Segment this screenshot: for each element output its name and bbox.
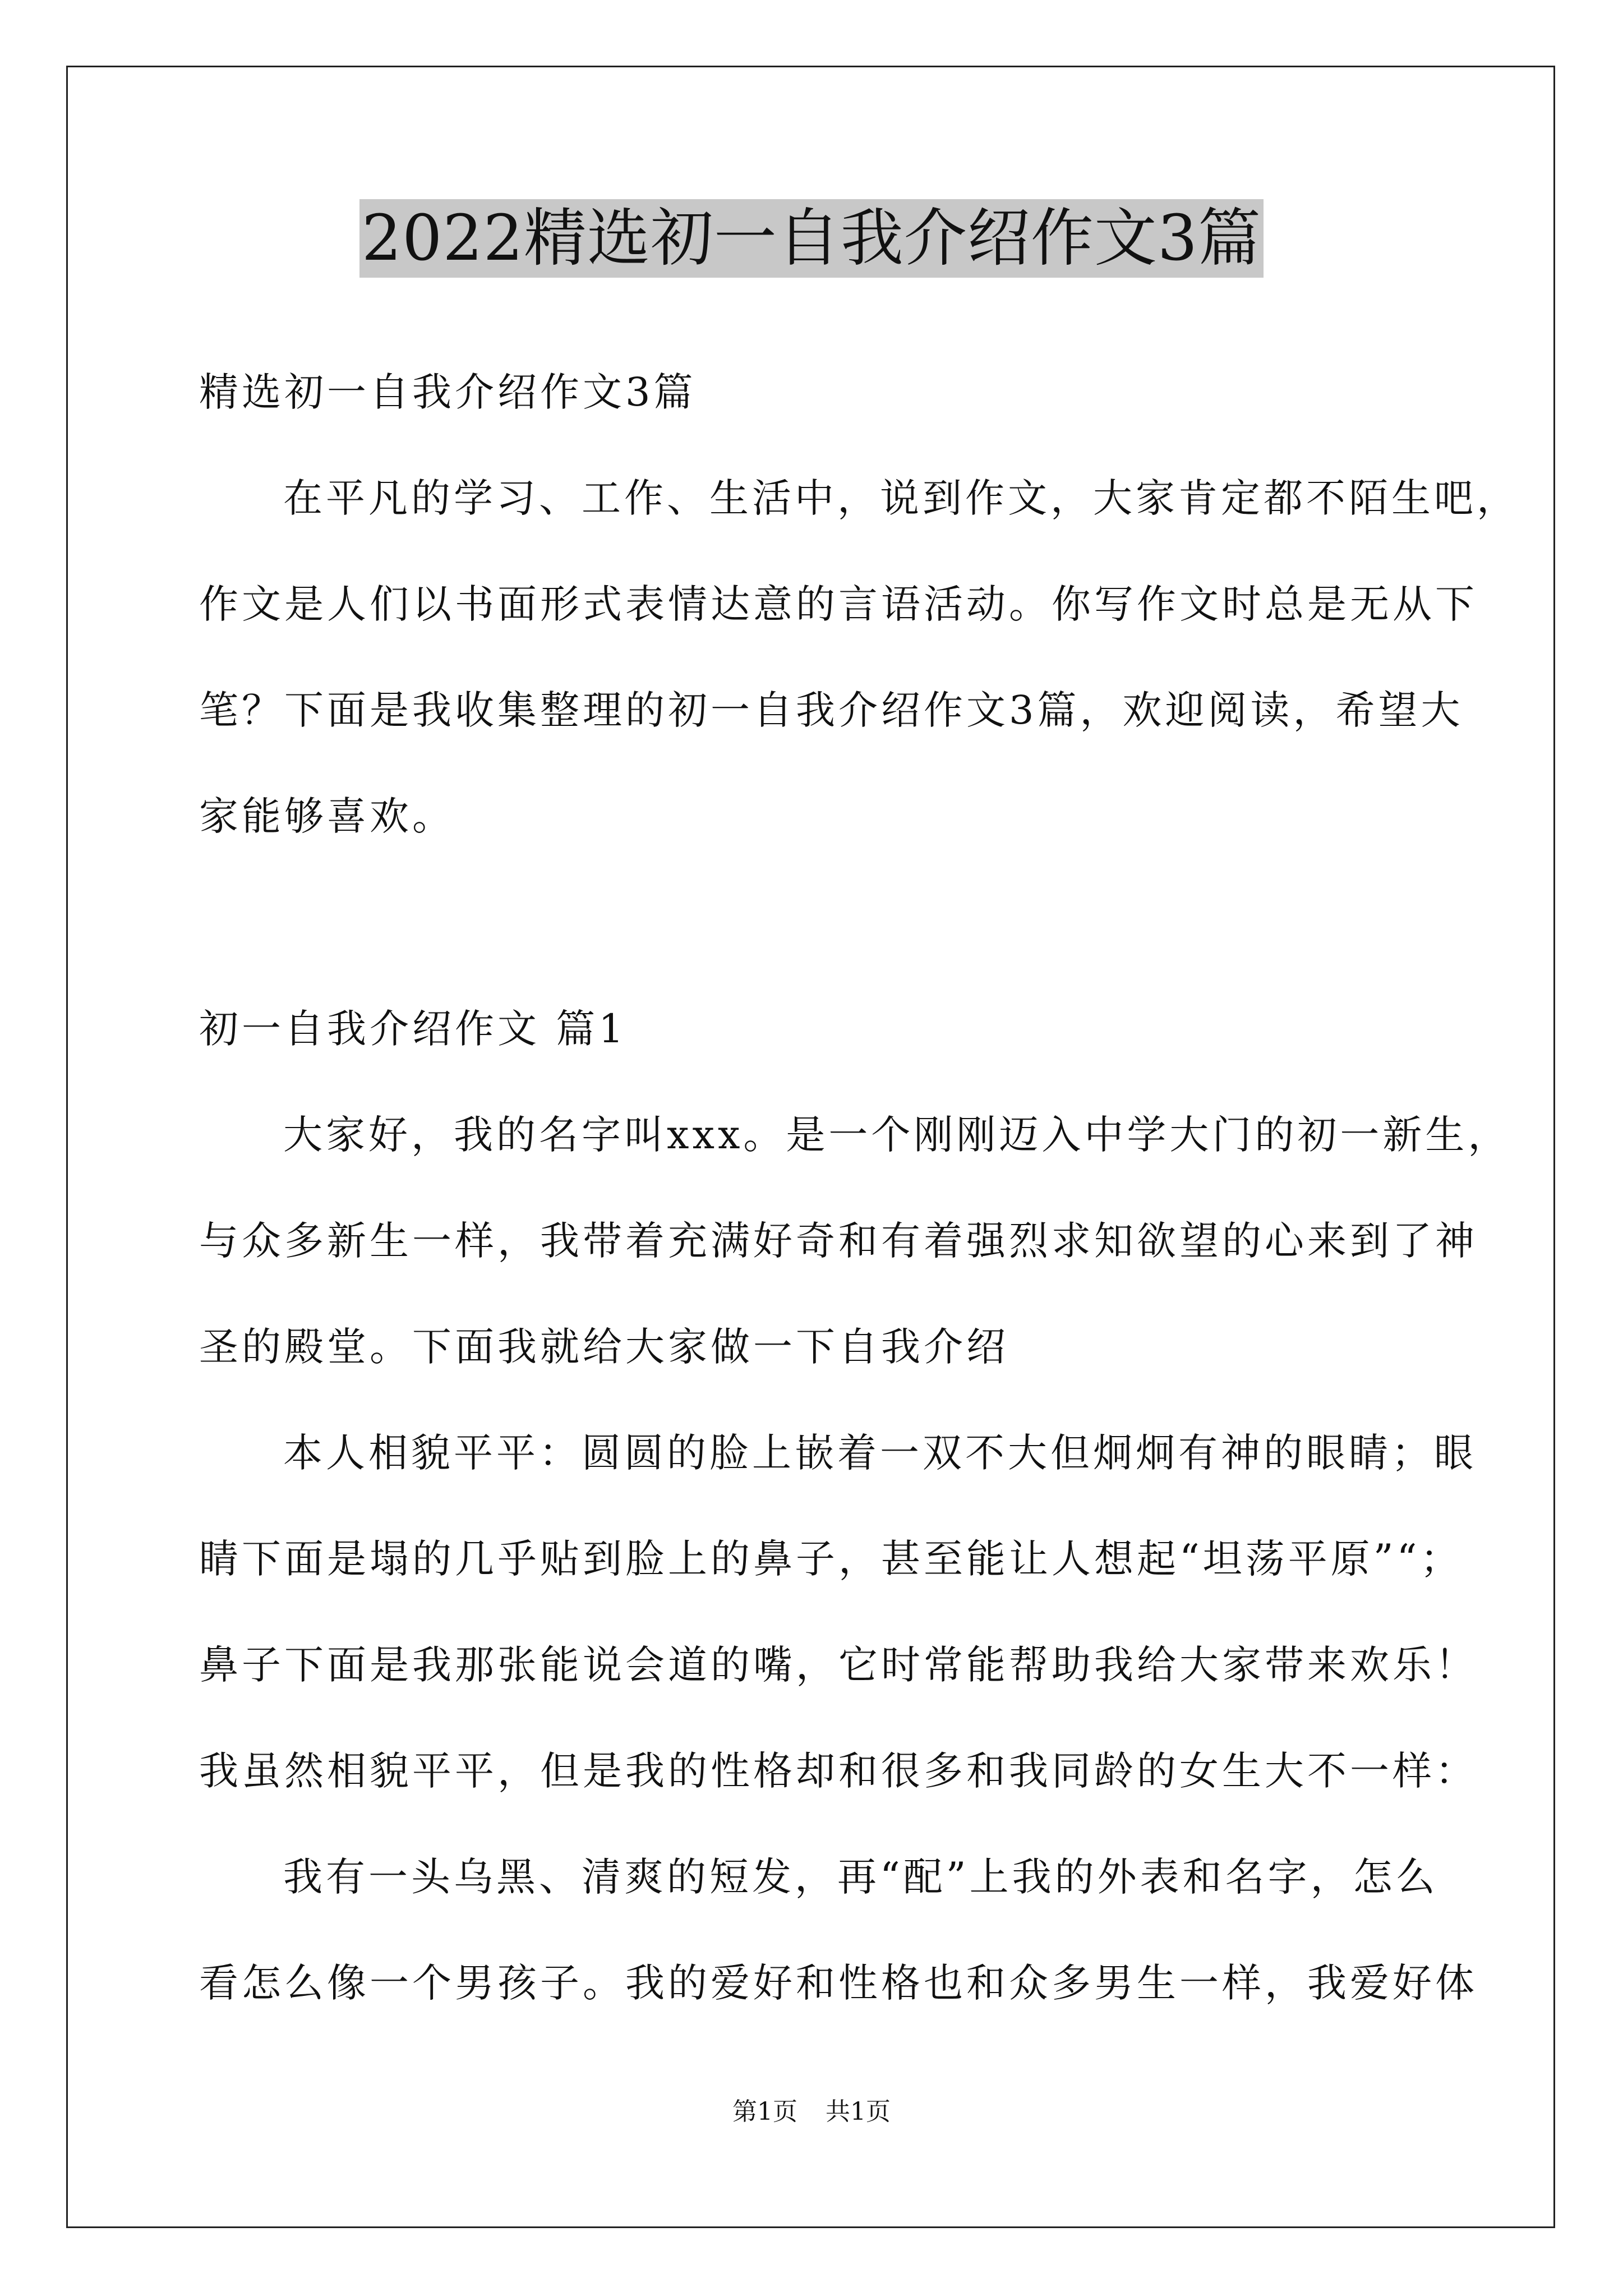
paragraph2-line-3: 鼻子下面是我那张能说会道的嘴，它时常能帮助我给大家带来欢乐！ [199, 1642, 1478, 1688]
paragraph3-line-1: 我有一头乌黑、清爽的短发，再“配”上我的外表和名字，怎么 [283, 1854, 1438, 1900]
paragraph1-line-3: 圣的殿堂。下面我就给大家做一下自我介绍 [199, 1324, 1009, 1370]
page-total: 共1页 [826, 2097, 891, 2126]
paragraph1-line-1: 大家好，我的名字叫xxx。是一个刚刚迈入中学大门的初一新生， [283, 1112, 1511, 1158]
document-title: 2022精选初一自我介绍作文3篇 [359, 199, 1264, 278]
paragraph2-line-4: 我虽然相貌平平，但是我的性格却和很多和我同龄的女生大不一样： [199, 1748, 1478, 1794]
page-number: 第1页 [732, 2097, 797, 2126]
intro-line-3: 笔？下面是我收集整理的初一自我介绍作文3篇，欢迎阅读，希望大 [199, 687, 1464, 733]
paragraph3-line-2: 看怎么像一个男孩子。我的爱好和性格也和众多男生一样，我爱好体 [199, 1960, 1478, 2006]
intro-line-1: 在平凡的学习、工作、生活中，说到作文，大家肯定都不陌生吧， [283, 475, 1519, 521]
section-gap [199, 869, 1433, 976]
intro-line-4: 家能够喜欢。 [199, 793, 455, 839]
paragraph1-line-2: 与众多新生一样，我带着充满好奇和有着强烈求知欲望的心来到了神 [199, 1218, 1478, 1264]
document-body [199, 339, 1519, 2036]
intro-line-2: 作文是人们以书面形式表情达意的言语活动。你写作文时总是无从下 [199, 581, 1478, 627]
paragraph2-line-1: 本人相貌平平：圆圆的脸上嵌着一双不大但炯炯有神的眼睛；眼 [283, 1430, 1477, 1476]
paragraph2-line-2: 睛下面是塌的几乎贴到脸上的鼻子，甚至能让人想起“坦荡平原”“； [199, 1536, 1463, 1582]
title-container [0, 199, 1623, 278]
subtitle: 精选初一自我介绍作文3篇 [199, 369, 697, 415]
section-heading: 初一自我介绍作文 篇1 [199, 1006, 627, 1052]
page-footer [0, 2095, 1623, 2129]
